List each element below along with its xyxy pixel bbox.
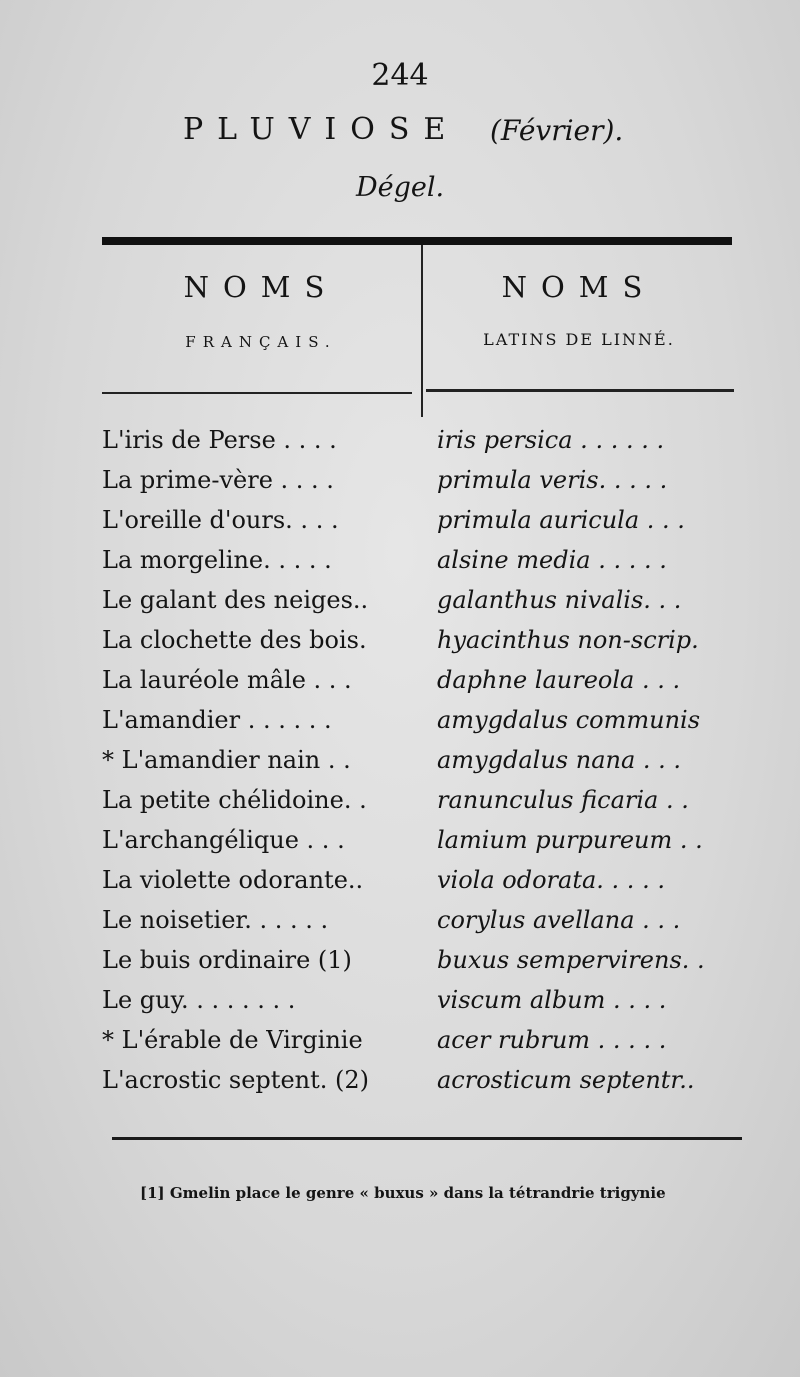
table-row xyxy=(102,460,742,500)
page-subtitle: Dégel. xyxy=(355,172,445,203)
latin-name: amygdalus communis xyxy=(437,706,701,734)
table-row xyxy=(102,780,742,820)
latin-name: alsine media . . . . . xyxy=(437,546,667,574)
latin-name: daphne laureola . . . xyxy=(437,666,681,694)
latin-name: buxus sempervirens. . xyxy=(437,946,705,974)
table-row xyxy=(102,1020,742,1060)
table-row xyxy=(102,940,742,980)
latin-name: amygdalus nana . . . xyxy=(437,746,682,774)
latin-name: viola odorata. . . . . xyxy=(437,866,665,894)
footnote: [1] Gmelin place le genre « buxus » dans la tétrandrie trigynie xyxy=(140,1184,666,1202)
latin-name: primula veris. . . . . xyxy=(437,466,668,494)
table-row xyxy=(102,620,742,660)
header-rule-right xyxy=(426,389,734,392)
french-name: * L'amandier nain . . xyxy=(102,746,351,774)
french-name: * L'érable de Virginie xyxy=(102,1026,363,1054)
plant-name-table xyxy=(102,420,742,1100)
french-name: L'archangélique . . . xyxy=(102,826,345,854)
table-row xyxy=(102,820,742,860)
top-rule xyxy=(102,237,732,245)
latin-name: galanthus nivalis. . . xyxy=(437,586,682,614)
french-name: L'oreille d'ours. . . . xyxy=(102,506,339,534)
french-name: La morgeline. . . . . xyxy=(102,546,332,574)
latin-name: primula auricula . . . xyxy=(437,506,685,534)
table-row xyxy=(102,700,742,740)
french-name: L'acrostic septent. (2) xyxy=(102,1066,369,1094)
table-row xyxy=(102,860,742,900)
french-name: La petite chélidoine. . xyxy=(102,786,367,814)
column-heading-latin: NOMS xyxy=(501,270,657,304)
latin-name: ranunculus ficaria . . xyxy=(437,786,689,814)
table-row xyxy=(102,420,742,460)
french-name: Le guy. . . . . . . . xyxy=(102,986,296,1014)
latin-name: lamium purpureum . . xyxy=(437,826,703,854)
latin-name: acrosticum septentr.. xyxy=(437,1066,695,1094)
french-name: La prime-vère . . . . xyxy=(102,466,334,494)
column-subheading-latin: LATINS DE LINNÉ. xyxy=(483,330,675,349)
french-name: La lauréole mâle . . . xyxy=(102,666,352,694)
column-heading-french: NOMS xyxy=(183,270,339,304)
table-row xyxy=(102,1060,742,1100)
table-row xyxy=(102,500,742,540)
latin-name: hyacinthus non-scrip. xyxy=(437,626,699,654)
table-row xyxy=(102,900,742,940)
latin-name: viscum album . . . . xyxy=(437,986,667,1014)
column-subheading-french: FRANÇAIS. xyxy=(185,333,337,351)
table-row xyxy=(102,580,742,620)
footnote-rule xyxy=(112,1137,742,1140)
latin-name: corylus avellana . . . xyxy=(437,906,681,934)
latin-name: acer rubrum . . . . . xyxy=(437,1026,667,1054)
month-label: (Février). xyxy=(490,114,624,147)
table-row xyxy=(102,980,742,1020)
table-row xyxy=(102,660,742,700)
table-row xyxy=(102,540,742,580)
header-rule-left xyxy=(102,392,412,394)
page-number: 244 xyxy=(371,58,429,93)
column-divider xyxy=(421,245,423,417)
french-name: L'iris de Perse . . . . xyxy=(102,426,337,454)
latin-name: iris persica . . . . . . xyxy=(437,426,665,454)
french-name: Le buis ordinaire (1) xyxy=(102,946,352,974)
french-name: Le galant des neiges.. xyxy=(102,586,369,614)
table-row xyxy=(102,740,742,780)
french-name: L'amandier . . . . . . xyxy=(102,706,332,734)
french-name: La clochette des bois. xyxy=(102,626,367,654)
french-name: La violette odorante.. xyxy=(102,866,364,894)
french-name: Le noisetier. . . . . . xyxy=(102,906,329,934)
page-title: PLUVIOSE xyxy=(183,112,460,147)
